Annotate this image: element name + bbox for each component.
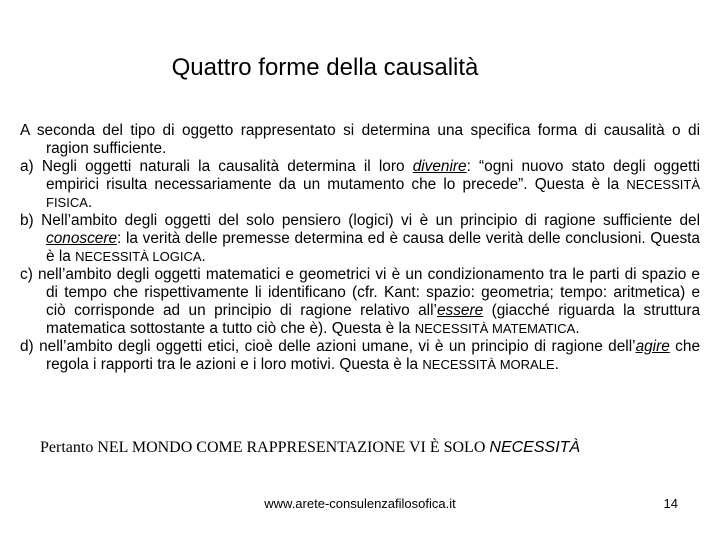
item-necessity-label: NECESSITÀ LOGICA xyxy=(75,249,202,264)
item-text-after: . xyxy=(575,320,580,337)
item-necessity-label: NECESSITÀ FISICA xyxy=(46,177,700,210)
item-emphasis: essere xyxy=(436,302,484,319)
item-text-before: a) Negli oggetti naturali la causalità determina il loro xyxy=(20,158,413,175)
intro-text: A seconda del tipo di oggetto rappresentato si determina una specifica forma di causalità o di ragion sufficiente. xyxy=(20,122,700,157)
conclusion-lead: Pertanto xyxy=(40,439,98,456)
item-mathematical xyxy=(20,266,700,338)
item-text-before: d) nell’ambito degli oggetti etici, cioè delle azioni umane, vi è un principio di ragione dell’ xyxy=(20,338,636,355)
item-moral xyxy=(20,338,700,374)
item-emphasis: conoscere xyxy=(46,230,118,247)
item-text-after: . xyxy=(87,194,93,211)
item-natural xyxy=(20,158,700,212)
item-emphasis: divenire xyxy=(412,158,467,175)
item-emphasis: agire xyxy=(635,338,670,355)
item-logical xyxy=(20,212,700,266)
item-text-after: . xyxy=(201,248,206,265)
item-text-before: b) Nell’ambito degli oggetti del solo pensiero (logici) vi è un principio di ragione sufficiente del xyxy=(20,212,700,229)
slide-body xyxy=(20,122,700,374)
item-text-middle: : “ogni nuovo stato degli oggetti empirici risulta necessariamente da un mutamento che lo precede”. Questa è la xyxy=(46,158,701,193)
page-number: 14 xyxy=(663,496,678,511)
slide-title: Quattro forme della causalità xyxy=(171,54,479,81)
intro-paragraph xyxy=(20,122,700,158)
conclusion-main: NEL MONDO COME RAPPRESENTAZIONE VI È SOLO xyxy=(97,439,490,456)
item-text-middle: : la verità delle premesse determina ed è causa delle verità delle conclusioni. Questa è la xyxy=(46,230,700,265)
item-necessity-label: NECESSITÀ MORALE xyxy=(422,357,555,372)
conclusion-emphasis: NECESSITÀ xyxy=(489,439,581,456)
item-text-middle: (giacché riguarda la struttura matematica sottostante a tutto ciò che è). Questa è la xyxy=(46,302,700,337)
item-text-middle: che regola i rapporti tra le azioni e i loro motivi. Questa è la xyxy=(46,338,700,373)
item-text-before: c) nell’ambito degli oggetti matematici e geometrici vi è un condizionamento tra le parti di spazio e di tempo che rispettivamente li identificano (cfr. Kant: spazio: geometria; tempo: aritmetica) e ciò corrisponde ad un principio di ragione relativo all’ xyxy=(20,266,700,319)
item-text-after: . xyxy=(554,356,559,373)
item-necessity-label: NECESSITÀ MATEMATICA xyxy=(414,321,576,336)
footer-url: www.arete-consulenzafilosofica.it xyxy=(264,496,456,511)
conclusion-line xyxy=(40,439,700,457)
